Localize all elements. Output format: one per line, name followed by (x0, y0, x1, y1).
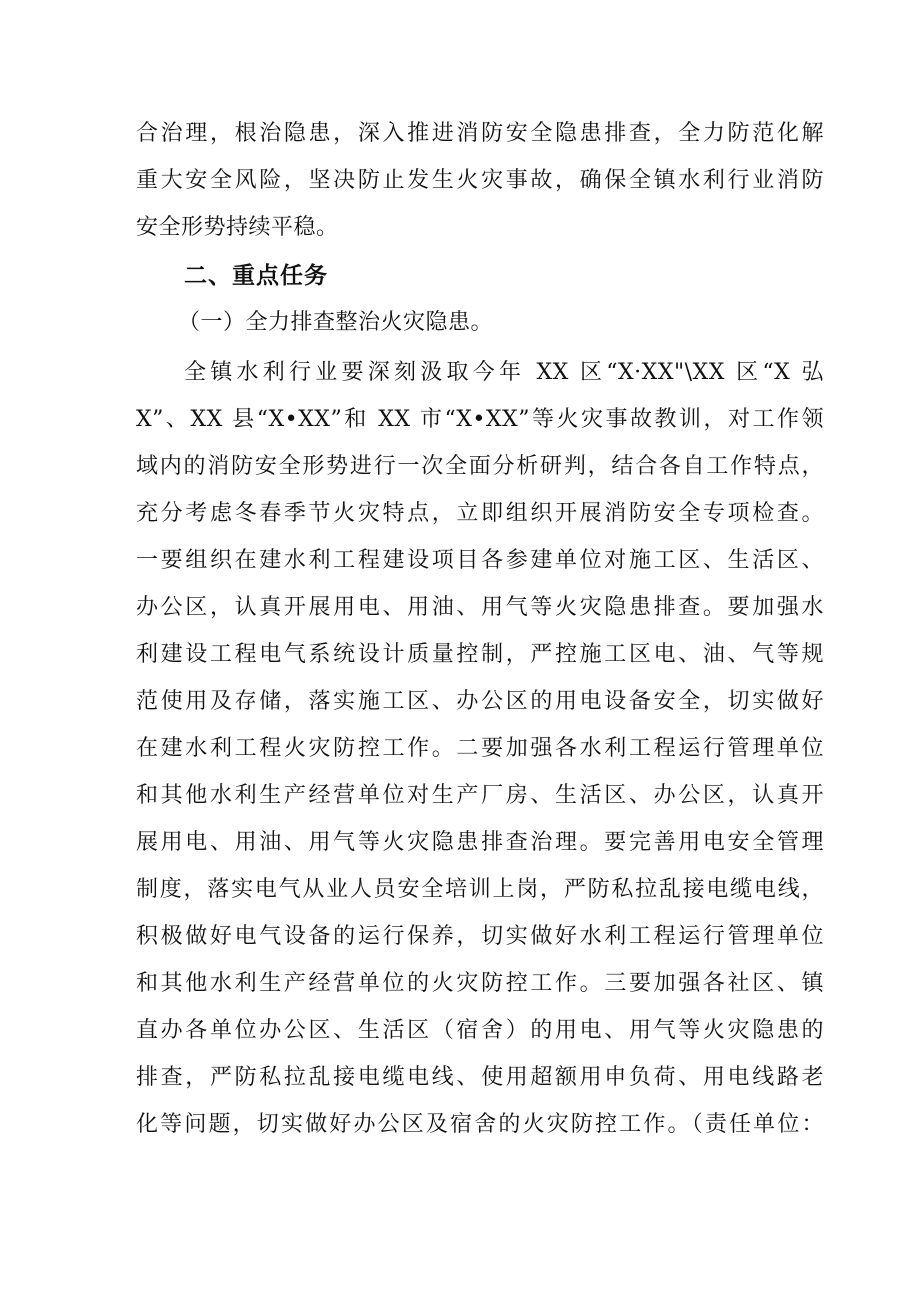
body-line-4: 充分考虑冬春季节火灾特点，立即组织开展消防安全专项检查。 (136, 501, 824, 526)
body-line-9: 在建水利工程火灾防控工作。二要加强各水利工程运行管理单位 (136, 736, 824, 761)
body-line-12: 制度，落实电气从业人员安全培训上岗，严防私拉乱接电缆电线， (136, 877, 824, 902)
body-line-8: 范使用及存储，落实施工区、办公区的用电设备安全，切实做好 (136, 689, 824, 714)
subsection-heading: （一）全力排查整治火灾隐患。 (178, 310, 494, 335)
section-heading: 二、重点任务 (184, 263, 328, 289)
intro-line-1: 合治理，根治隐患，深入推进消防安全隐患排查，全力防范化解 (136, 121, 824, 146)
body-line-6: 办公区，认真开展用电、用油、用气等火灾隐患排查。要加强水 (136, 595, 824, 620)
body-line-11: 展用电、用油、用气等火灾隐患排查治理。要完善用电安全管理 (136, 830, 824, 855)
body-line-3: 域内的消防安全形势进行一次全面分析研判，结合各自工作特点， (136, 454, 824, 479)
body-line-7: 利建设工程电气系统设计质量控制，严控施工区电、油、气等规 (136, 642, 824, 667)
body-line-14: 和其他水利生产经营单位的火灾防控工作。三要加强各社区、镇 (136, 971, 824, 996)
body-line-2: X”、XX 县“X•XX”和 XX 市“X•XX”等火灾事故教训，对工作领 (136, 407, 824, 432)
body-line-13: 积极做好电气设备的运行保养，切实做好水利工程运行管理单位 (136, 924, 824, 949)
body-line-17: 化等问题，切实做好办公区及宿舍的火灾防控工作。（责任单位： (136, 1112, 824, 1137)
intro-line-3: 安全形势持续平稳。 (136, 215, 339, 240)
body-line-5: 一要组织在建水利工程建设项目各参建单位对施工区、生活区、 (136, 548, 824, 573)
body-line-15: 直办各单位办公区、生活区（宿舍）的用电、用气等火灾隐患的 (136, 1018, 824, 1043)
body-line-1: 全镇水利行业要深刻汲取今年 XX 区“X·XX"\XX 区“X 弘 (184, 360, 824, 385)
intro-line-2: 重大安全风险，坚决防止发生火灾事故，确保全镇水利行业消防 (136, 168, 824, 193)
body-line-10: 和其他水利生产经营单位对生产厂房、生活区、办公区，认真开 (136, 783, 824, 808)
body-line-16: 排查，严防私拉乱接电缆电线、使用超额用申负荷、用电线路老 (136, 1065, 824, 1090)
